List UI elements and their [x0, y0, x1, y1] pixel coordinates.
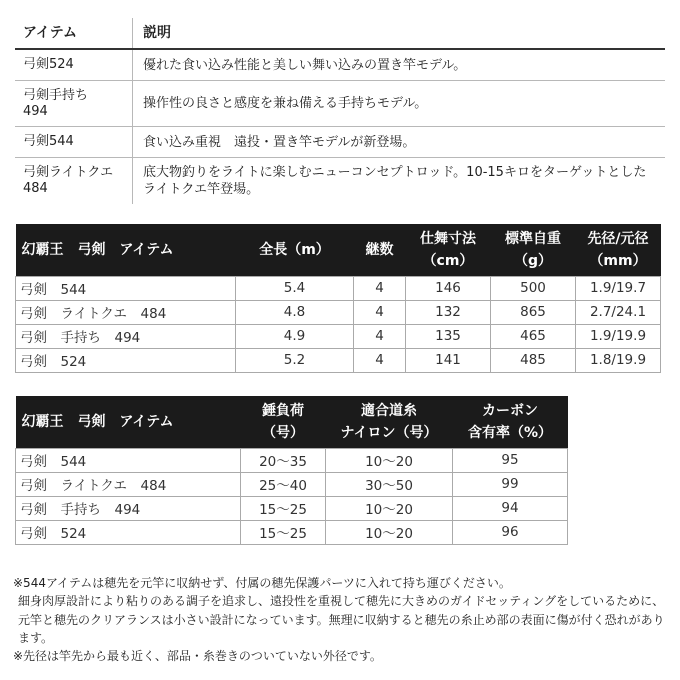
header-line-2: （cm） — [422, 252, 474, 269]
header-sections: 継数 — [354, 224, 406, 276]
header-line-2: （号） — [262, 424, 304, 441]
header-item: アイテム — [15, 18, 133, 48]
table-row — [15, 127, 665, 158]
spec-table-dimensions — [15, 224, 661, 373]
note: ※544アイテムは穂先を元竿に収納せず、付属の穂先保護パーツに入れて持ち運びください。 — [13, 576, 511, 590]
header-line-1: カーボン — [482, 402, 538, 419]
header-line-2: （mm） — [589, 252, 647, 269]
cell-weight: 500 — [491, 276, 576, 300]
header-line-2: （g） — [513, 252, 553, 269]
cell-item: 弓剣 手持ち 494 — [16, 496, 241, 520]
item-name: 弓剣ライトクエ484 — [15, 158, 133, 204]
cell-item: 弓剣 544 — [16, 448, 241, 472]
table-row — [16, 276, 661, 300]
cell-sinker: 25～40 — [241, 472, 326, 496]
cell-diameter: 1.8/19.9 — [576, 348, 661, 372]
header-line-1: 適合道糸 — [361, 402, 417, 419]
cell-diameter: 2.7/24.1 — [576, 300, 661, 324]
item-name: 弓剣手持ち 494 — [15, 81, 133, 126]
header-line-2: 含有率（%） — [467, 424, 553, 441]
cell-sinker: 20～35 — [241, 448, 326, 472]
header-line-1: 錘負荷 — [262, 402, 304, 419]
cell-closed: 141 — [406, 348, 491, 372]
cell-weight: 465 — [491, 324, 576, 348]
header-item: 幻覇王 弓剣 アイテム — [16, 396, 241, 448]
header-diameter — [576, 224, 661, 276]
header-item: 幻覇王 弓剣 アイテム — [16, 224, 236, 276]
cell-item: 弓剣 524 — [16, 520, 241, 544]
cell-length: 5.2 — [236, 348, 354, 372]
cell-weight: 485 — [491, 348, 576, 372]
item-description: 食い込み重視 遠投・置き竿モデルが新登場。 — [143, 134, 416, 150]
note: ※先径は竿先から最も近く、部品・糸巻きのついていない外径です。 — [13, 649, 382, 664]
cell-closed: 146 — [406, 276, 491, 300]
cell-diameter: 1.9/19.7 — [576, 276, 661, 300]
cell-sections: 4 — [354, 276, 406, 300]
cell-item: 弓剣 ライトクエ 484 — [16, 472, 241, 496]
cell-item: 弓剣 524 — [16, 348, 236, 372]
cell-item: 弓剣 ライトクエ 484 — [16, 300, 236, 324]
cell-carbon: 99 — [453, 472, 568, 496]
table-row — [15, 81, 665, 127]
cell-sections: 4 — [354, 300, 406, 324]
cell-line: 10～20 — [326, 520, 453, 544]
cell-sinker: 15～25 — [241, 496, 326, 520]
description-table — [15, 18, 665, 204]
notes — [13, 574, 669, 665]
cell-length: 4.9 — [236, 324, 354, 348]
table-row — [16, 324, 661, 348]
cell-line: 10～20 — [326, 448, 453, 472]
table-row — [16, 496, 568, 520]
header-line-rating — [326, 396, 453, 448]
cell-diameter: 1.9/19.9 — [576, 324, 661, 348]
header-line-1: 標準自重 — [505, 230, 561, 247]
item-description: 操作性の良さと感度を兼ね備える手持ちモデル。 — [143, 96, 428, 111]
header-length: 全長（m） — [236, 224, 354, 276]
cell-item: 弓剣 544 — [16, 276, 236, 300]
description-table-header — [15, 18, 665, 50]
table-row — [16, 472, 568, 496]
header-line-1: 先径/元径 — [587, 230, 649, 247]
table-row — [15, 50, 665, 81]
header-description: 説明 — [143, 24, 171, 41]
table-row — [16, 300, 661, 324]
cell-carbon: 94 — [453, 496, 568, 520]
table-row — [16, 348, 661, 372]
header-line-1: 仕舞寸法 — [420, 230, 476, 247]
cell-item: 弓剣 手持ち 494 — [16, 324, 236, 348]
item-name: 弓剣544 — [15, 127, 133, 157]
cell-line: 30～50 — [326, 472, 453, 496]
cell-weight: 865 — [491, 300, 576, 324]
item-name: 弓剣524 — [15, 50, 133, 80]
cell-carbon: 95 — [453, 448, 568, 472]
table-row — [16, 448, 568, 472]
note: 細身肉厚設計により粘りのある調子を追求し、遠投性を重視して穂先に大きめのガイドセッティングをしているために、元竿と穂先のクリアランスは小さい設計になっています。無理に収納すると穂先の糸止め部の表面に傷が付く恐れがあります。 — [18, 594, 665, 645]
item-description: 優れた食い込み性能と美しい舞い込みの置き竿モデル。 — [143, 57, 467, 73]
cell-sinker: 15～25 — [241, 520, 326, 544]
cell-line: 10～20 — [326, 496, 453, 520]
cell-carbon: 96 — [453, 520, 568, 544]
cell-closed: 135 — [406, 324, 491, 348]
header-carbon — [453, 396, 568, 448]
spec-table-load — [15, 396, 568, 545]
table-row — [15, 158, 665, 204]
item-description: 底大物釣りをライトに楽しむニューコンセプトロッド。10-15キロをターゲットとしたライトクエ竿登場。 — [143, 165, 647, 197]
cell-sections: 4 — [354, 324, 406, 348]
cell-sections: 4 — [354, 348, 406, 372]
table-header-row — [16, 396, 568, 448]
table-header-row — [16, 224, 661, 276]
cell-length: 4.8 — [236, 300, 354, 324]
cell-closed: 132 — [406, 300, 491, 324]
table-row — [16, 520, 568, 544]
header-line-2: ナイロン（号） — [340, 424, 438, 441]
header-closed-length — [406, 224, 491, 276]
header-weight — [491, 224, 576, 276]
cell-length: 5.4 — [236, 276, 354, 300]
header-sinker-load — [241, 396, 326, 448]
